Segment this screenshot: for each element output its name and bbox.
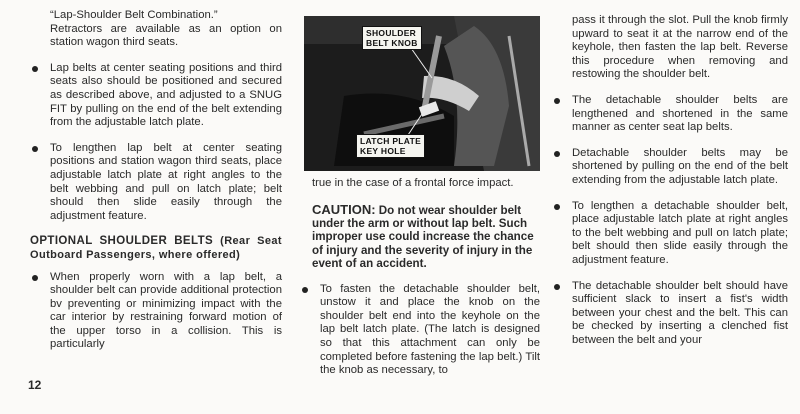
continuation-text-right: pass it through the slot. Pull the knob firmly upward to seat it at the narrow end of the keyhole, then fasten the lap belt. Reverse this procedure when removing and restowing the shoulder belt. bbox=[572, 14, 788, 81]
bullet-lengthened-shortened: The detachable shoulder belts are lengthened and shortened in the same manner as center seat lap belts. bbox=[552, 94, 788, 135]
bullet-shoulder-belt-protection: When properly worn with a lap belt, a shoulder belt can provide additional protection bv preventing or minimizing impact with the car interior by restraining forward motion of the upper torso in a collision. This is particularly bbox=[30, 271, 282, 353]
label-shoulder-belt-knob bbox=[362, 26, 422, 50]
heading-title: OPTIONAL SHOULDER BELTS bbox=[30, 235, 214, 248]
bullet-lengthen-detachable: To lengthen a detachable shoulder belt, place adjustable latch plate at right angles to the belt webbing and pull on latch plate; belt should then slide easily through the adjustment feature. bbox=[552, 200, 788, 268]
intro-line1: “Lap-Shoulder Belt Combination.” bbox=[50, 9, 218, 21]
intro-paragraph bbox=[30, 9, 282, 50]
label-top-line1: SHOULDER bbox=[366, 28, 417, 38]
intro-rest: Retractors are available as an option on station wagon third seats. bbox=[50, 22, 282, 49]
bullet-lap-belts-center: Lap belts at center seating positions and third seats also should be positioned and secured as described above, and adjusted to a SNUG FIT by pulling on the end of the belt extending from the adjustable latch plate. bbox=[30, 62, 282, 130]
label-top-line2: BELT KNOB bbox=[366, 38, 418, 48]
continuation-text: true in the case of a frontal force impact. bbox=[312, 177, 514, 189]
bullet-sufficient-slack: The detachable shoulder belt should have sufficient slack to insert a fist's width between your chest and the belt. This can be checked by inserting a clenched fist between the belt and your bbox=[552, 280, 788, 348]
bullet-lengthen-lap-belt: To lengthen lap belt at center seating positions and station wagon third seats, place adjustable latch plate at right angles to the belt webbing and pull on latch plate; belt should then slide easily through the adjustment feature. bbox=[30, 142, 282, 224]
column-left bbox=[30, 9, 282, 364]
column-middle bbox=[300, 0, 540, 390]
column-right bbox=[552, 14, 788, 359]
caution-text: Do not wear shoulder belt under the arm or without lap belt. Such improper use could increase the chance of injury and the severity of injury in the event of an accident. bbox=[312, 203, 534, 271]
caution-title: CAUTION: bbox=[312, 201, 376, 217]
bullet-fasten-shoulder-belt: To fasten the detachable shoulder belt, unstow it and place the knob on the shoulder belt end into the keyhole on the lap belt latch plate. (The latch is designed so that this attachment can only be completed before fastening the lap belt.) Tilt the knob as necessary, to bbox=[300, 283, 540, 378]
label-latch-plate-key-hole bbox=[356, 134, 425, 158]
section-heading bbox=[30, 235, 282, 262]
label-bottom-line2: KEY HOLE bbox=[360, 146, 406, 156]
bullet-shortened: Detachable shoulder belts may be shortened by pulling on the end of the belt extending from the adjustable latch plate. bbox=[552, 147, 788, 188]
heading-subtitle: (Rear Seat Outboard Passengers, where offered) bbox=[30, 235, 282, 261]
seat-belt-photo bbox=[304, 16, 540, 171]
caution-block bbox=[300, 203, 540, 271]
page-number: 12 bbox=[28, 378, 42, 392]
label-bottom-line1: LATCH PLATE bbox=[360, 136, 422, 146]
